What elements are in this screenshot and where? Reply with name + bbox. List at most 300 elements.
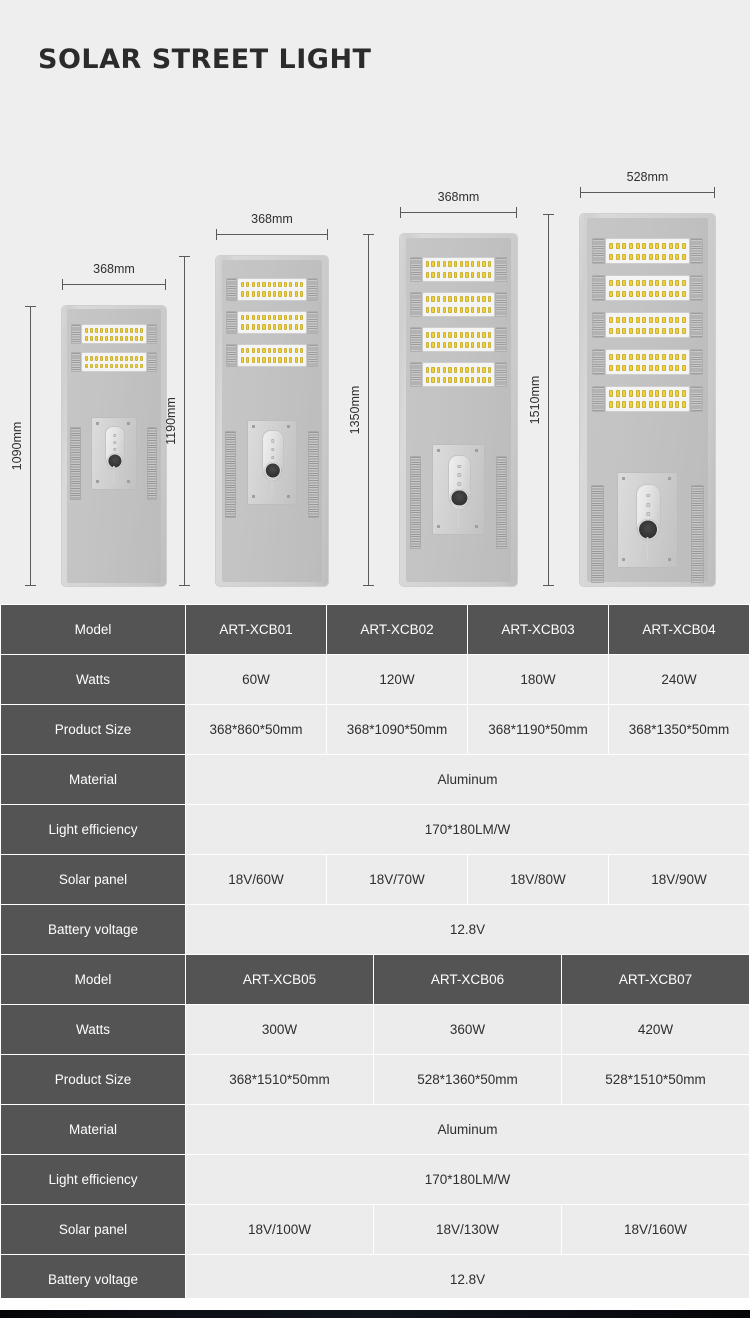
lower-side-vent-left bbox=[225, 431, 236, 518]
led-chip bbox=[465, 377, 468, 383]
led-chip-line bbox=[425, 269, 493, 279]
row-value-cell: 300W bbox=[186, 1005, 373, 1054]
led-chip bbox=[252, 348, 255, 354]
led-chip bbox=[262, 324, 265, 330]
led-chip bbox=[642, 280, 646, 286]
led-chip bbox=[300, 348, 303, 354]
led-chip-line bbox=[240, 322, 305, 332]
led-chip bbox=[488, 342, 491, 348]
led-module-row-2-1 bbox=[226, 278, 319, 301]
bracket-screw-3 bbox=[96, 480, 99, 483]
led-chip bbox=[443, 261, 446, 267]
led-chip bbox=[649, 317, 653, 323]
pole-fastener-dot bbox=[647, 512, 651, 516]
row-value-cell: 18V/90W bbox=[609, 855, 749, 904]
led-chip bbox=[454, 296, 457, 302]
row-value-cell: 18V/60W bbox=[186, 855, 326, 904]
pole-fastener-dot bbox=[271, 439, 275, 443]
led-chip bbox=[278, 348, 281, 354]
led-chip bbox=[100, 364, 103, 369]
table-row bbox=[1, 905, 749, 954]
led-chip bbox=[437, 307, 440, 313]
led-chip bbox=[669, 291, 673, 297]
lower-side-vent-left bbox=[410, 456, 422, 549]
led-chip bbox=[675, 328, 679, 334]
led-chip bbox=[115, 328, 118, 333]
row-value-cell: 528*1510*50mm bbox=[562, 1055, 749, 1104]
led-chip bbox=[426, 261, 429, 267]
row-label-cell: Light efficiency bbox=[1, 805, 185, 854]
row-label-cell: Material bbox=[1, 1105, 185, 1154]
width-dimension-label-1: 368mm bbox=[93, 262, 135, 276]
led-chip bbox=[295, 324, 298, 330]
led-chip-line bbox=[425, 305, 493, 315]
led-chip bbox=[443, 342, 446, 348]
led-chip bbox=[90, 328, 93, 333]
led-chip bbox=[300, 315, 303, 321]
led-chip bbox=[431, 296, 434, 302]
led-chip bbox=[682, 365, 686, 371]
bracket-screw-4 bbox=[127, 480, 130, 483]
vent-grill-left bbox=[410, 362, 422, 387]
led-chip bbox=[90, 364, 93, 369]
led-chip bbox=[284, 315, 287, 321]
led-module bbox=[422, 257, 496, 282]
led-module bbox=[81, 324, 147, 344]
led-chip bbox=[460, 332, 463, 338]
led-chip bbox=[629, 365, 633, 371]
led-module bbox=[605, 386, 690, 412]
vent-grill-right bbox=[147, 324, 157, 344]
led-chip bbox=[609, 280, 613, 286]
height-dimension-line-1 bbox=[30, 306, 31, 586]
pole-mount-cylinder-4 bbox=[636, 484, 662, 542]
led-module bbox=[605, 238, 690, 264]
led-chip bbox=[616, 291, 620, 297]
led-chip bbox=[675, 291, 679, 297]
bracket-screw-4 bbox=[287, 495, 290, 498]
led-chip bbox=[110, 336, 113, 341]
led-module-row-3-4 bbox=[410, 362, 507, 387]
led-module-row-3-3 bbox=[410, 327, 507, 352]
led-chip bbox=[609, 317, 613, 323]
row-value-cell: 18V/80W bbox=[468, 855, 608, 904]
led-chip bbox=[616, 328, 620, 334]
row-label-cell: Model bbox=[1, 605, 185, 654]
led-chip bbox=[471, 296, 474, 302]
led-chip bbox=[465, 272, 468, 278]
led-module-row-4-4 bbox=[592, 349, 704, 375]
led-chip bbox=[443, 272, 446, 278]
led-chip bbox=[649, 291, 653, 297]
led-chip bbox=[649, 401, 653, 407]
led-chip bbox=[669, 390, 673, 396]
row-value-cell: 60W bbox=[186, 655, 326, 704]
led-chip bbox=[448, 342, 451, 348]
led-chip bbox=[289, 348, 292, 354]
led-chip-line bbox=[608, 362, 687, 373]
led-chip bbox=[642, 390, 646, 396]
led-chip-line bbox=[425, 259, 493, 269]
led-chip bbox=[140, 336, 143, 341]
led-chip bbox=[636, 365, 640, 371]
led-chip bbox=[616, 401, 620, 407]
led-chip bbox=[268, 357, 271, 363]
led-chip bbox=[443, 296, 446, 302]
pole-fastener-dot bbox=[647, 503, 651, 507]
led-chip bbox=[675, 390, 679, 396]
lamp-body-1 bbox=[62, 306, 166, 586]
led-chip bbox=[662, 291, 666, 297]
led-chip-line bbox=[240, 313, 305, 323]
led-chip-line bbox=[608, 277, 687, 288]
led-chip bbox=[616, 365, 620, 371]
led-chip bbox=[482, 332, 485, 338]
row-label-cell: Battery voltage bbox=[1, 905, 185, 954]
led-chip bbox=[609, 401, 613, 407]
led-chip-line bbox=[84, 326, 144, 334]
led-chip bbox=[460, 261, 463, 267]
led-module-row-4-1 bbox=[592, 238, 704, 264]
led-chip bbox=[426, 377, 429, 383]
led-chip bbox=[460, 377, 463, 383]
led-chip bbox=[636, 317, 640, 323]
led-chip bbox=[655, 317, 659, 323]
width-dimension-line-3 bbox=[400, 212, 517, 213]
led-chip-line bbox=[608, 388, 687, 399]
led-chip bbox=[105, 336, 108, 341]
led-chip bbox=[642, 365, 646, 371]
led-chip bbox=[125, 328, 128, 333]
led-chip bbox=[105, 356, 108, 361]
table-row bbox=[1, 1005, 749, 1054]
led-module bbox=[605, 349, 690, 375]
led-chip-line bbox=[608, 325, 687, 336]
table-row bbox=[1, 1155, 749, 1204]
led-chip bbox=[460, 342, 463, 348]
led-chip bbox=[642, 254, 646, 260]
led-chip bbox=[482, 377, 485, 383]
led-chip bbox=[649, 390, 653, 396]
led-chip bbox=[629, 291, 633, 297]
led-chip bbox=[295, 291, 298, 297]
led-chip bbox=[616, 243, 620, 249]
led-chip bbox=[629, 401, 633, 407]
table-row bbox=[1, 755, 749, 804]
row-value-cell: 18V/130W bbox=[374, 1205, 561, 1254]
vent-grill-left bbox=[592, 386, 605, 412]
led-chip bbox=[95, 364, 98, 369]
bracket-screw-1 bbox=[252, 425, 255, 428]
led-chip bbox=[649, 365, 653, 371]
led-chip bbox=[246, 348, 249, 354]
vent-grill-left bbox=[410, 292, 422, 317]
led-chip-line bbox=[608, 351, 687, 362]
led-chip bbox=[482, 342, 485, 348]
led-chip bbox=[246, 315, 249, 321]
height-dimension-label-3: 1350mm bbox=[348, 385, 362, 435]
led-chip bbox=[257, 357, 260, 363]
led-chip bbox=[120, 356, 123, 361]
led-chip-line bbox=[240, 346, 305, 356]
led-chip bbox=[125, 364, 128, 369]
led-chip bbox=[300, 291, 303, 297]
led-module-row-4-2 bbox=[592, 275, 704, 301]
led-module-row-1-1 bbox=[71, 324, 157, 344]
row-label-cell: Light efficiency bbox=[1, 1155, 185, 1204]
width-dimension-line-1 bbox=[62, 284, 166, 285]
led-chip bbox=[465, 332, 468, 338]
led-chip bbox=[120, 364, 123, 369]
bracket-screw-3 bbox=[252, 495, 255, 498]
led-chip bbox=[642, 243, 646, 249]
table-row bbox=[1, 855, 749, 904]
table-row bbox=[1, 705, 749, 754]
led-chip-line bbox=[84, 362, 144, 370]
led-chip bbox=[682, 243, 686, 249]
model-header-cell: ART-XCB01 bbox=[186, 605, 326, 654]
led-chip bbox=[437, 261, 440, 267]
led-chip bbox=[616, 254, 620, 260]
led-chip bbox=[622, 291, 626, 297]
row-label-cell: Model bbox=[1, 955, 185, 1004]
lamp-panel-face-1 bbox=[67, 309, 161, 582]
led-chip bbox=[622, 254, 626, 260]
led-chip bbox=[636, 354, 640, 360]
lamp-body-3 bbox=[400, 234, 517, 586]
led-module bbox=[422, 292, 496, 317]
row-merged-value-cell: 170*180LM/W bbox=[186, 1155, 749, 1204]
pole-opening bbox=[264, 462, 281, 479]
led-chip bbox=[135, 328, 138, 333]
led-chip bbox=[454, 367, 457, 373]
led-chip bbox=[437, 377, 440, 383]
led-chip bbox=[448, 367, 451, 373]
led-chip bbox=[241, 348, 244, 354]
led-chip bbox=[636, 254, 640, 260]
led-module bbox=[237, 311, 308, 334]
pole-fastener-dot bbox=[113, 441, 117, 445]
led-chip bbox=[622, 243, 626, 249]
table-row bbox=[1, 1255, 749, 1304]
led-chip bbox=[669, 254, 673, 260]
vent-grill-left bbox=[226, 278, 237, 301]
pole-fastener-dot bbox=[271, 456, 275, 460]
led-chip bbox=[622, 328, 626, 334]
row-value-cell: 368*1190*50mm bbox=[468, 705, 608, 754]
vent-grill-right bbox=[307, 344, 318, 367]
model-header-cell: ART-XCB02 bbox=[327, 605, 467, 654]
led-chip bbox=[273, 315, 276, 321]
led-chip bbox=[431, 377, 434, 383]
vent-grill-right bbox=[495, 327, 507, 352]
vent-grill-right bbox=[147, 352, 157, 372]
led-chip bbox=[241, 357, 244, 363]
led-chip bbox=[252, 357, 255, 363]
led-chip bbox=[130, 356, 133, 361]
led-chip bbox=[488, 367, 491, 373]
led-module bbox=[237, 278, 308, 301]
table-row bbox=[1, 605, 749, 654]
led-chip bbox=[460, 296, 463, 302]
led-chip bbox=[636, 401, 640, 407]
led-chip bbox=[669, 354, 673, 360]
led-chip bbox=[669, 317, 673, 323]
led-chip-line bbox=[425, 340, 493, 350]
led-chip bbox=[675, 401, 679, 407]
led-chip bbox=[662, 390, 666, 396]
led-chip-line bbox=[425, 329, 493, 339]
led-chip bbox=[642, 328, 646, 334]
led-chip bbox=[488, 377, 491, 383]
vent-grill-right bbox=[307, 278, 318, 301]
led-chip bbox=[669, 243, 673, 249]
led-module-row-3-1 bbox=[410, 257, 507, 282]
model-header-cell: ART-XCB05 bbox=[186, 955, 373, 1004]
lamp-body-2 bbox=[216, 256, 328, 586]
bracket-screw-4 bbox=[475, 525, 478, 528]
led-chip bbox=[115, 364, 118, 369]
model-header-cell: ART-XCB04 bbox=[609, 605, 749, 654]
led-chip bbox=[609, 291, 613, 297]
led-chip-line bbox=[425, 364, 493, 374]
led-chip-line bbox=[84, 354, 144, 362]
led-chip bbox=[655, 243, 659, 249]
led-chip bbox=[252, 324, 255, 330]
led-chip bbox=[135, 336, 138, 341]
led-chip bbox=[616, 280, 620, 286]
led-chip-line bbox=[240, 289, 305, 299]
led-chip bbox=[471, 332, 474, 338]
led-chip bbox=[100, 328, 103, 333]
led-chip bbox=[262, 348, 265, 354]
led-chip bbox=[629, 280, 633, 286]
led-chip bbox=[482, 296, 485, 302]
pole-fastener-dot bbox=[458, 465, 462, 469]
led-chip bbox=[622, 354, 626, 360]
led-chip bbox=[289, 291, 292, 297]
led-chip bbox=[662, 243, 666, 249]
led-chip bbox=[482, 307, 485, 313]
bracket-screw-1 bbox=[437, 449, 440, 452]
width-dimension-line-4 bbox=[580, 192, 715, 193]
led-chip bbox=[426, 296, 429, 302]
led-chip-line bbox=[425, 294, 493, 304]
lower-side-vent-right bbox=[691, 485, 704, 583]
pole-opening bbox=[450, 489, 468, 507]
led-chip bbox=[649, 254, 653, 260]
led-chip bbox=[437, 367, 440, 373]
led-chip bbox=[616, 354, 620, 360]
bracket-screw-1 bbox=[96, 422, 99, 425]
led-chip bbox=[636, 291, 640, 297]
led-chip bbox=[682, 254, 686, 260]
led-chip bbox=[636, 243, 640, 249]
row-value-cell: 18V/70W bbox=[327, 855, 467, 904]
led-chip bbox=[273, 282, 276, 288]
led-chip bbox=[284, 357, 287, 363]
led-chip bbox=[649, 243, 653, 249]
led-chip bbox=[252, 291, 255, 297]
led-chip bbox=[629, 354, 633, 360]
led-chip bbox=[85, 328, 88, 333]
led-chip bbox=[431, 342, 434, 348]
led-chip bbox=[426, 342, 429, 348]
led-chip bbox=[675, 317, 679, 323]
led-chip bbox=[454, 342, 457, 348]
led-chip bbox=[90, 336, 93, 341]
model-header-cell: ART-XCB03 bbox=[468, 605, 608, 654]
led-chip bbox=[268, 324, 271, 330]
led-chip bbox=[426, 332, 429, 338]
led-chip bbox=[655, 328, 659, 334]
led-chip bbox=[477, 272, 480, 278]
led-chip bbox=[246, 324, 249, 330]
table-row bbox=[1, 655, 749, 704]
lower-side-vent-left bbox=[591, 485, 604, 583]
height-dimension-label-1: 1090mm bbox=[10, 421, 24, 471]
led-chip bbox=[675, 354, 679, 360]
lower-side-vent-left bbox=[70, 427, 80, 501]
row-label-cell: Solar panel bbox=[1, 855, 185, 904]
led-chip bbox=[448, 261, 451, 267]
led-chip bbox=[252, 282, 255, 288]
led-chip bbox=[95, 328, 98, 333]
led-chip bbox=[246, 282, 249, 288]
led-chip bbox=[130, 364, 133, 369]
led-chip bbox=[609, 243, 613, 249]
led-chip-line bbox=[608, 399, 687, 410]
bracket-screw-3 bbox=[437, 525, 440, 528]
led-chip bbox=[295, 282, 298, 288]
led-chip bbox=[669, 401, 673, 407]
bottom-dark-strip bbox=[0, 1310, 750, 1318]
lamp-panel-face-4 bbox=[587, 218, 709, 581]
led-chip bbox=[636, 280, 640, 286]
led-chip bbox=[655, 291, 659, 297]
led-chip bbox=[675, 243, 679, 249]
bracket-screw-4 bbox=[668, 558, 671, 561]
model-header-cell: ART-XCB06 bbox=[374, 955, 561, 1004]
row-value-cell: 18V/160W bbox=[562, 1205, 749, 1254]
led-chip bbox=[454, 307, 457, 313]
led-chip bbox=[465, 307, 468, 313]
lamp-panel-face-3 bbox=[406, 238, 511, 582]
height-dimension-line-4 bbox=[548, 214, 549, 586]
led-chip-line bbox=[608, 240, 687, 251]
led-chip bbox=[682, 280, 686, 286]
row-value-cell: 528*1360*50mm bbox=[374, 1055, 561, 1104]
led-chip bbox=[120, 328, 123, 333]
led-chip bbox=[482, 261, 485, 267]
row-label-cell: Solar panel bbox=[1, 1205, 185, 1254]
led-chip bbox=[655, 401, 659, 407]
led-chip bbox=[284, 282, 287, 288]
pole-fastener-dot bbox=[113, 448, 117, 452]
vent-grill-left bbox=[71, 324, 81, 344]
led-chip bbox=[477, 307, 480, 313]
table-row bbox=[1, 955, 749, 1004]
led-chip bbox=[616, 317, 620, 323]
led-chip bbox=[471, 342, 474, 348]
row-value-cell: 240W bbox=[609, 655, 749, 704]
lower-side-vent-right bbox=[308, 431, 319, 518]
led-chip bbox=[622, 390, 626, 396]
led-chip bbox=[273, 357, 276, 363]
led-module bbox=[605, 312, 690, 338]
row-value-cell: 368*860*50mm bbox=[186, 705, 326, 754]
led-chip bbox=[278, 357, 281, 363]
